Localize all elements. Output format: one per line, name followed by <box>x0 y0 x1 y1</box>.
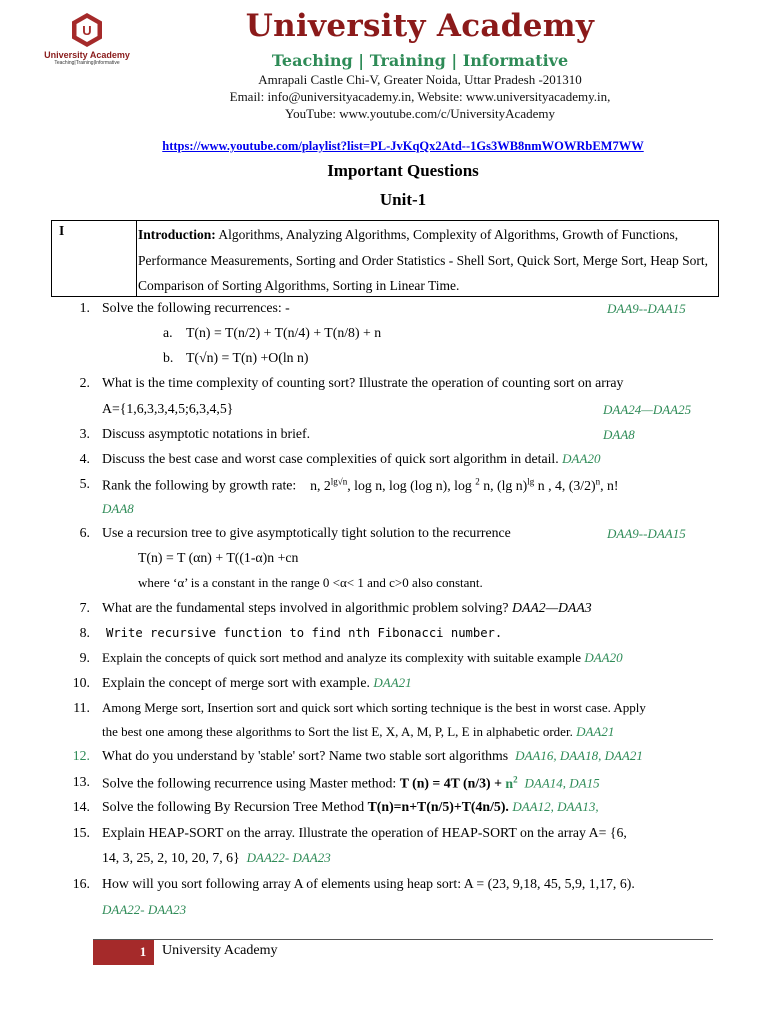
question-reference: DAA12, DAA13, <box>512 799 599 814</box>
question-number: 6. <box>79 525 90 540</box>
page-number: 1 <box>139 944 147 959</box>
question-reference: DAA16, DAA18, DAA21 <box>515 748 643 763</box>
question-reference: DAA9--DAA15 <box>607 526 686 541</box>
svg-text:U: U <box>82 23 92 38</box>
question-text: How will you sort following array A of elements using heap sort: A = (23, 9,18, 45, 5,9, 1,17, 6). <box>102 876 635 891</box>
question-text: the best one among these algorithms to Sort the list E, X, A, M, P, L, E in alphabetic order. <box>102 724 573 739</box>
recurrence-formula: T(n) = T (αn) + T((1-α)n +cn <box>138 550 299 565</box>
logo-name: University Academy <box>44 50 130 60</box>
question-text: A={1,6,3,3,4,5;6,3,4,5} <box>102 401 234 416</box>
contact-info[interactable]: Email: info@universityacademy.in, Website: www.universityacademy.in, <box>229 89 611 104</box>
intro-label: Introduction: <box>138 227 216 242</box>
question-reference: DAA20 <box>584 650 623 665</box>
question-number: 7. <box>79 600 90 615</box>
address: Amrapali Castle Chi-V, Greater Noida, Uttar Pradesh -201310 <box>258 72 582 87</box>
question-text: Solve the following By Recursion Tree Method <box>102 799 365 814</box>
question-number: 9. <box>79 650 90 665</box>
question-reference: DAA24—DAA25 <box>603 402 692 417</box>
question-list: 1. Solve the following recurrences: - DAA9--DAA15 a. T(n) = T(n/2) + T(n/4) + T(n/8) + n b. T(√n) = T(n) +O(ln n) 2. What is the time complexity of counting sort? Illustrate the operation of counting sort on array A={1,6,3,3,4,5;6,3,4,5} DAA24—DAA25 3. Discuss asymptotic notations in brief. DAA8 4. Discuss the best case and worst case complexities of quick sort algorithm in detail. DAA20 5. Rank the following by growth rate: n, $2^{lg√n}$, log n, log (log n), log $^2$ n, (lg n)$^{lg}$ n , 4, $(3/2)^n$, n! DAA8 6. Use a recursion tree to give asymptotically tight solution to the recurrence DAA9--DAA15 T(n) = T (αn) + T((1-α)n +cn where ‘α’ is a constant in the range 0 <α< 1 and c>0 also constant. 7. What are the fundamental steps involved in algorithmic problem solving? DAA2—DAA3 8. Write recursive function to find nth Fibonacci number. 9. Explain the concepts of quick sort method and analyze its complexity with suitable example DAA20 10. Explain the concept of merge sort with example. DAA21 11. Among Merge sort, Insertion sort and quick sort which sorting technique is the best in worst case. Apply the best one among these algorithms to Sort the list E, X, A, M, P, L, E in alphabetic order. DAA21 12. What do you understand by 'stable' sort? Name two stable sort algorithms DAA16, DAA18, DAA21 13. Solve the following recurrence using Master method: T (n) = 4T $(n/3) + n^2$ DAA14, DA15 14. Solve the following By Recursion Tree Method T(n)=n+T(n/5)+T(4n/5). DAA12, DAA13, 15. Explain HEAP-SORT on the array. Illustrate the operation of HEAP-SORT on the array A= {6, 14, 3, 25, 2, 10, 20, 7, 6} DAA22- DAA23 16. How will you sort following array A of elements using heap sort: A = (23, 9,18, 45, 5,9, 1,17, 6). DAA22- DAA23 <box>72 300 692 917</box>
recurrence-formula: T (n) = 4T (n/3) + <box>399 775 502 791</box>
question-text: What are the fundamental steps involved in algorithmic problem solving? <box>102 600 509 615</box>
question-reference: DAA8 <box>102 501 134 516</box>
unit-roman-numeral: I <box>59 223 65 238</box>
question-number: 12. <box>72 748 90 763</box>
question-number: 16. <box>72 876 90 891</box>
question-number: 11. <box>73 700 90 715</box>
question-text: Discuss the best case and worst case complexities of quick sort algorithm in detail. <box>102 451 559 466</box>
question-number: 4. <box>79 451 90 466</box>
question-reference: DAA20 <box>562 451 601 466</box>
sub-item-label: b. <box>163 350 174 365</box>
unit-heading: Unit-1 <box>379 190 427 209</box>
question-text: What do you understand by 'stable' sort? Name two stable sort algorithms <box>102 748 509 763</box>
question-reference: DAA9--DAA15 <box>607 301 686 316</box>
question-number: 5. <box>79 476 90 491</box>
logo-tagline: Teaching|Training|Informative <box>54 60 120 66</box>
intro-text: Algorithms, Analyzing Algorithms, Complexity of Algorithms, Growth of Functions, Performance Measurements, Sorting and Order Statistics - Shell Sort, Quick Sort, Merge Sort, Heap Sort, Comparison of Sorting Algorithms, Sorting in Linear Time. <box>138 227 709 293</box>
question-text: Discuss asymptotic notations in brief. <box>102 426 311 441</box>
growth-rate-list: n, $2^{lg√n}$, log n, log (log n), log $^2$ n, (lg n)$^{lg}$ n , 4, $(3/2)^n$, n! <box>310 476 619 493</box>
question-text: Solve the following recurrences: - <box>102 300 290 315</box>
footer-label: University Academy <box>162 943 278 958</box>
question-reference: DAA22- DAA23 <box>246 850 331 865</box>
youtube-channel[interactable]: YouTube: www.youtube.com/c/UniversityAcademy <box>285 106 555 121</box>
question-number: 2. <box>79 375 90 390</box>
question-number: 14. <box>72 799 90 814</box>
question-number: 10. <box>72 675 90 690</box>
question-number: 1. <box>79 300 90 315</box>
section-heading: Important Questions <box>327 161 479 180</box>
playlist-link[interactable]: https://www.youtube.com/playlist?list=PL-JvKqQx2Atd--1Gs3WB8nmWOWRbEM7WW <box>162 139 644 153</box>
question-text: 14, 3, 25, 2, 10, 20, 7, 6} <box>102 850 240 865</box>
question-reference: DAA21 <box>576 724 615 739</box>
question-text: Write recursive function to find nth Fibonacci number. <box>106 626 503 640</box>
question-reference: DAA22- DAA23 <box>102 902 187 917</box>
question-number: 15. <box>72 825 90 840</box>
footer-divider <box>93 939 713 940</box>
question-text: Explain the concepts of quick sort method and analyze its complexity with suitable example <box>102 650 582 665</box>
question-text: Explain HEAP-SORT on the array. Illustrate the operation of HEAP-SORT on the array A= {6, <box>102 825 627 840</box>
question-text: Solve the following recurrence using Master method: <box>102 775 397 791</box>
sub-item-label: a. <box>163 325 173 340</box>
question-number: 3. <box>79 426 90 441</box>
question-text: What is the time complexity of counting sort? Illustrate the operation of counting sort on array <box>102 375 624 390</box>
question-reference: DAA8 <box>603 427 635 442</box>
question-text: Explain the concept of merge sort with example. <box>102 675 370 690</box>
page-title: University Academy <box>245 8 595 44</box>
question-reference: DAA2—DAA3 <box>511 600 592 615</box>
question-number: 13. <box>72 774 90 789</box>
question-text: Rank the following by growth rate: <box>102 477 297 493</box>
question-text: Among Merge sort, Insertion sort and quick sort which sorting technique is the best in worst case. Apply <box>102 700 646 715</box>
recurrence-formula: T(n)=n+T(n/5)+T(4n/5). <box>367 799 509 814</box>
question-number: 8. <box>79 625 90 640</box>
question-reference: DAA21 <box>373 675 412 690</box>
sub-item-text: T(n) = T(n/2) + T(n/4) + T(n/8) + n <box>186 325 382 340</box>
sub-item-text: T(√n) = T(n) +O(ln n) <box>186 350 309 365</box>
question-text: Use a recursion tree to give asymptotically tight solution to the recurrence <box>102 525 511 540</box>
question-reference: DAA14, DA15 <box>524 775 600 791</box>
tagline: Teaching | Training | Informative <box>271 51 569 70</box>
question-text: where ‘α’ is a constant in the range 0 <α< 1 and c>0 also constant. <box>138 575 483 590</box>
